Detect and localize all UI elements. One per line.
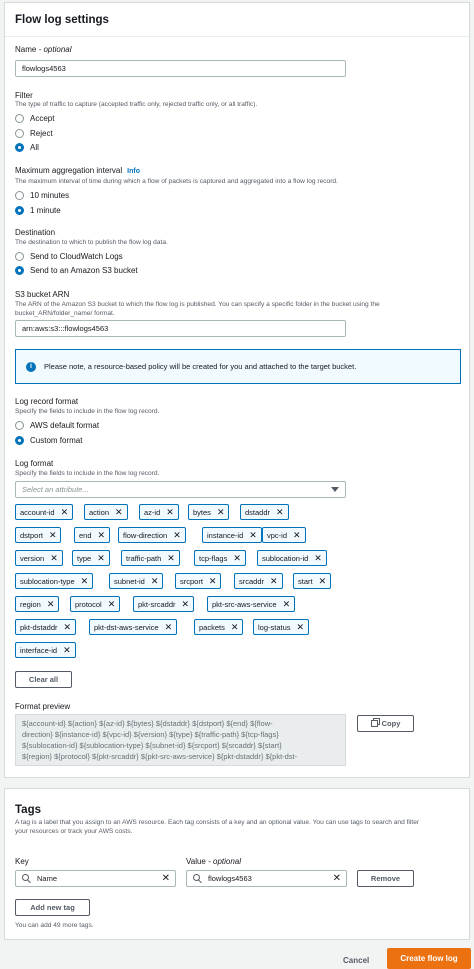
filter-accept-radio[interactable] — [15, 113, 54, 123]
tags-description-1: A tag is a label that you assign to an AWS resource. Each tag consists of a key and an optional value. You can use tags to search and filter — [15, 819, 420, 826]
close-icon[interactable]: ✕ — [270, 576, 278, 586]
close-icon[interactable]: ✕ — [318, 576, 327, 586]
token-label: sublocation-id — [262, 554, 309, 563]
radio-label: Accept — [30, 113, 55, 123]
token-label: srcaddr — [239, 577, 265, 586]
preview-line: ${region} ${protocol} ${pkt-srcaddr} ${pkt-src-aws-service} ${pkt-dstaddr} ${pkt-dst- — [22, 752, 298, 761]
close-icon[interactable]: ✕ — [46, 599, 55, 609]
preview-line: ${account-id} ${action} ${az-id} ${bytes} ${dstaddr} ${dstport} ${end} ${flow- — [22, 719, 273, 728]
token-srcport — [175, 573, 221, 589]
token-dstaddr — [240, 504, 289, 520]
token-label: pkt-dst-aws-service — [94, 623, 159, 632]
radio-label: Custom format — [30, 435, 83, 445]
close-icon[interactable]: ✕ — [150, 576, 159, 586]
radio-dot — [15, 129, 24, 138]
token-sublocation-id — [257, 550, 327, 566]
token-tcp-flags — [194, 550, 246, 566]
close-icon[interactable]: ✕ — [208, 576, 217, 586]
radio-dot-selected — [15, 143, 24, 152]
destination-cloudwatch-radio[interactable] — [15, 251, 123, 261]
token-label: flow-direction — [123, 531, 168, 540]
token-label: start — [298, 577, 313, 586]
search-icon — [193, 874, 200, 881]
copy-label: Copy — [381, 719, 401, 728]
add-new-tag-button[interactable]: Add new tag — [15, 899, 90, 916]
token-label: pkt-srcaddr — [138, 600, 176, 609]
token-label: type — [77, 554, 92, 563]
token-label: vpc-id — [267, 531, 288, 540]
close-icon[interactable]: ✕ — [173, 530, 181, 540]
s3-arn-label: S3 bucket ARN — [15, 290, 70, 299]
close-icon[interactable]: ✕ — [48, 530, 57, 540]
close-icon[interactable]: ✕ — [164, 622, 173, 632]
token-label: pkt-dstaddr — [20, 623, 58, 632]
token-vpc-id — [262, 527, 306, 543]
token-bytes — [188, 504, 229, 520]
record-format-custom-radio[interactable] — [15, 435, 82, 445]
close-icon[interactable]: ✕ — [80, 576, 89, 586]
format-preview-textarea[interactable] — [15, 714, 346, 766]
radio-dot — [15, 191, 24, 200]
name-input[interactable]: flowlogs4563 — [15, 60, 346, 77]
filter-description: The type of traffic to capture (accepted traffic only, rejected traffic only, or all traffic). — [15, 101, 258, 108]
preview-line: ${sublocation-id} ${sublocation-type} ${subnet-id} ${srcport} ${srcaddr} ${start} — [22, 741, 282, 750]
radio-dot-selected — [15, 436, 24, 445]
close-icon[interactable]: ✕ — [167, 553, 175, 563]
value-label: Value - optional — [186, 857, 242, 866]
record-format-default-radio[interactable] — [15, 420, 99, 430]
close-icon[interactable]: ✕ — [276, 507, 284, 517]
format-preview-label: Format preview — [15, 702, 71, 711]
token-instance-id — [202, 527, 262, 543]
close-icon[interactable]: ✕ — [249, 530, 257, 540]
token-srcaddr — [234, 573, 283, 589]
token-pkt-dstaddr — [15, 619, 76, 635]
radio-label: 10 minutes — [30, 190, 70, 200]
token-label: tcp-flags — [199, 554, 228, 563]
destination-label: Destination — [15, 228, 56, 237]
token-az-id — [139, 504, 179, 520]
close-icon[interactable]: ✕ — [115, 507, 123, 517]
aggregation-label: Maximum aggregation interval Info — [15, 166, 140, 175]
tags-title: Tags — [15, 804, 41, 816]
preview-line: direction} ${instance-id} ${vpc-id} ${version} ${type} ${traffic-path} ${tcp-flags} — [22, 730, 279, 739]
token-pkt-dst-aws-service — [89, 619, 177, 635]
tag-value-input[interactable] — [186, 870, 347, 887]
tag-key-input[interactable] — [15, 870, 176, 887]
token-start — [293, 573, 331, 589]
token-label: log-status — [258, 623, 291, 632]
token-protocol — [70, 596, 120, 612]
close-icon[interactable]: ✕ — [181, 599, 190, 609]
destination-s3-radio[interactable] — [15, 265, 138, 275]
filter-all-radio[interactable] — [15, 142, 39, 152]
radio-label: 1 minute — [30, 205, 61, 215]
close-icon[interactable]: ✕ — [233, 553, 241, 563]
create-flow-log-button[interactable]: Create flow log — [387, 948, 471, 969]
token-region — [15, 596, 59, 612]
info-link[interactable]: Info — [127, 168, 140, 175]
clear-icon[interactable]: ✕ — [161, 873, 170, 884]
remove-tag-button[interactable]: Remove — [357, 870, 414, 887]
close-icon[interactable]: ✕ — [60, 507, 69, 517]
log-format-label: Log format — [15, 459, 54, 468]
token-subnet-id — [109, 573, 163, 589]
close-icon[interactable]: ✕ — [166, 507, 174, 517]
token-type — [72, 550, 110, 566]
radio-label: Reject — [30, 128, 53, 138]
tags-description-2: your resources or track your AWS costs. — [15, 828, 133, 835]
s3-arn-description-1: The ARN of the Amazon S3 bucket to which the flow log is published. You can specify a specific folder in the bucket using the — [15, 301, 380, 308]
token-label: account-id — [20, 508, 55, 517]
filter-reject-radio[interactable] — [15, 128, 53, 138]
token-label: traffic-path — [126, 554, 162, 563]
token-traffic-path — [121, 550, 180, 566]
destination-description: The destination to which to publish the flow log data. — [15, 239, 168, 246]
radio-label: AWS default format — [30, 420, 100, 430]
aggregation-1min-radio[interactable] — [15, 205, 61, 215]
filter-label: Filter — [15, 91, 33, 100]
s3-arn-description-2: bucket_ARN/folder_name/ format. — [15, 310, 115, 317]
panel-title: Flow log settings — [5, 3, 469, 37]
token-pkt-srcaddr — [133, 596, 194, 612]
caret-down-icon — [331, 487, 339, 492]
token-sublocation-type — [15, 573, 93, 589]
alert-text: Please note, a resource-based policy will be created for you and attached to the target bucket. — [44, 362, 357, 371]
close-icon[interactable]: ✕ — [50, 553, 58, 563]
cancel-button[interactable]: Cancel — [343, 956, 370, 965]
log-format-description: Specify the fields to include in the flow log record. — [15, 470, 160, 477]
token-version — [15, 550, 63, 566]
token-label: dstaddr — [245, 508, 271, 517]
token-dstport — [15, 527, 61, 543]
info-alert — [15, 349, 461, 384]
copy-button[interactable] — [357, 715, 414, 732]
attribute-select[interactable] — [15, 481, 346, 498]
token-label: region — [20, 600, 41, 609]
name-label: Name - optional — [15, 45, 72, 54]
close-icon[interactable]: ✕ — [216, 507, 225, 517]
close-icon[interactable]: ✕ — [282, 599, 291, 609]
s3-arn-input[interactable]: arn:aws:s3:::flowlogs4563 — [15, 320, 346, 337]
radio-dot — [15, 252, 24, 261]
close-icon[interactable]: ✕ — [314, 553, 322, 563]
token-log-status — [253, 619, 309, 635]
token-flow-direction — [118, 527, 186, 543]
clear-icon[interactable]: ✕ — [332, 873, 341, 884]
token-label: instance-id — [207, 531, 244, 540]
token-label: srcport — [180, 577, 203, 586]
close-icon[interactable]: ✕ — [293, 530, 301, 540]
radio-dot — [15, 421, 24, 430]
close-icon[interactable]: ✕ — [63, 645, 71, 655]
record-format-description: Specify the fields to include in the flow log record. — [15, 408, 160, 415]
token-label: protocol — [75, 600, 102, 609]
token-account-id — [15, 504, 73, 520]
radio-dot-selected — [15, 266, 24, 275]
close-icon[interactable]: ✕ — [230, 622, 239, 632]
token-label: interface-id — [20, 646, 58, 655]
flow-log-settings-panel — [4, 2, 470, 778]
token-end — [74, 527, 110, 543]
token-label: az-id — [144, 508, 161, 517]
clear-all-button[interactable]: Clear all — [15, 671, 72, 688]
key-label: Key — [15, 857, 29, 866]
token-label: dstport — [20, 531, 43, 540]
tags-remaining: You can add 49 more tags. — [15, 922, 94, 929]
radio-label: Send to an Amazon S3 bucket — [30, 265, 138, 275]
aggregation-10min-radio[interactable] — [15, 190, 69, 200]
token-label: action — [89, 508, 110, 517]
token-label: packets — [199, 623, 225, 632]
token-label: subnet-id — [114, 577, 145, 586]
value-value: flowlogs4563 — [208, 874, 252, 883]
token-label: version — [20, 554, 45, 563]
record-format-label: Log record format — [15, 397, 79, 406]
radio-dot — [15, 114, 24, 123]
token-pkt-src-aws-service — [207, 596, 295, 612]
token-packets — [194, 619, 243, 635]
radio-label: Send to CloudWatch Logs — [30, 251, 123, 261]
token-label: sublocation-type — [20, 577, 75, 586]
select-placeholder: Select an attribute... — [22, 485, 89, 494]
close-icon[interactable]: ✕ — [107, 599, 116, 609]
close-icon[interactable]: ✕ — [63, 622, 72, 632]
radio-dot-selected — [15, 206, 24, 215]
token-label: pkt-src-aws-service — [212, 600, 277, 609]
close-icon[interactable]: ✕ — [97, 530, 106, 540]
key-value: Name — [37, 874, 58, 883]
close-icon[interactable]: ✕ — [97, 553, 105, 563]
token-label: end — [79, 531, 92, 540]
token-label: bytes — [193, 508, 211, 517]
token-interface-id — [15, 642, 76, 658]
token-action — [84, 504, 128, 520]
close-icon[interactable]: ✕ — [296, 622, 305, 632]
radio-label: All — [30, 142, 39, 152]
aggregation-description: The maximum interval of time during which a flow of packets is captured and aggregated into a flow log record. — [15, 178, 338, 185]
copy-icon — [371, 720, 378, 727]
search-icon — [22, 874, 29, 881]
info-icon: i — [26, 362, 36, 372]
